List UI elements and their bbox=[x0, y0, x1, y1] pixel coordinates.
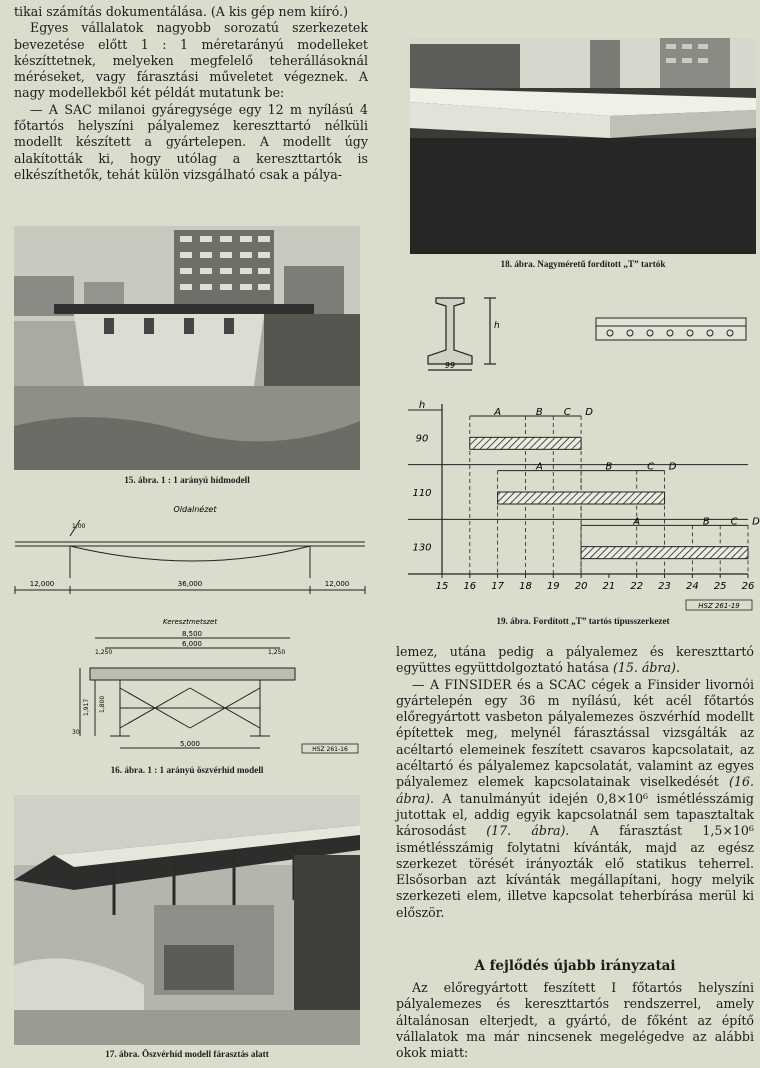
x-tick-label: 16 bbox=[463, 581, 477, 592]
fig19-chart bbox=[408, 400, 760, 592]
row-label: 110 bbox=[412, 488, 432, 499]
fig16-drawing bbox=[10, 498, 370, 760]
paragraph: tikai számítás dokumentálása. (A kis gép nem kiíró.) bbox=[14, 4, 349, 19]
fig19-caption: 19. ábra. Fordított „T” tartós típusszerkezet bbox=[496, 616, 670, 626]
paragraph: Egyes vállalatok nagyobb sorozatú szerkezetek bevezetése előtt 1 : 1 méretarányú modelleket készíttetnek, melyeken megfelelő teherállásoknál méréseket, vagy fárasztási műveletet végeznek. A nagy modellekből két példát mutatunk be: bbox=[14, 20, 368, 101]
fig16-elevation-title: Oldalnézet bbox=[173, 505, 217, 514]
x-tick-label: 20 bbox=[574, 581, 588, 592]
row-label: 90 bbox=[415, 433, 429, 445]
bar bbox=[498, 492, 665, 504]
fig17-caption: 17. ábra. Öszvérhíd modell fárasztás alatt bbox=[105, 1049, 269, 1059]
fig19-drawing bbox=[400, 288, 760, 613]
marker-label: A bbox=[633, 516, 641, 528]
paragraph: lemez, utána pedig a pályalemez és kereszttartó együttes együttdolgoztató hatása (15. ábra). bbox=[396, 644, 754, 676]
bar bbox=[581, 547, 748, 559]
fig16-h2: 1,917 bbox=[83, 698, 90, 716]
marker-label: B bbox=[605, 461, 613, 473]
x-tick-label: 22 bbox=[630, 581, 644, 592]
section-heading: A fejlődés újabb irányzatai bbox=[474, 958, 676, 974]
marker-label: C bbox=[563, 407, 571, 418]
fig19-h-label: h bbox=[494, 321, 500, 331]
fig15-caption: 15. ábra. 1 : 1 arányú hídmodell bbox=[124, 475, 250, 485]
x-tick-label: 24 bbox=[685, 581, 699, 592]
fig16-width-total: 8,500 bbox=[181, 630, 203, 638]
fig16-span-mid: 36,000 bbox=[177, 580, 203, 588]
left-column bbox=[14, 4, 368, 183]
fig16-depth: 1,00 bbox=[72, 523, 86, 530]
fig16-section-title: Keresztmetszet bbox=[162, 618, 218, 626]
fig16-caption: 16. ábra. 1 : 1 arányú öszvérhíd modell bbox=[110, 765, 264, 775]
right-text bbox=[396, 644, 754, 921]
x-tick-label: 25 bbox=[713, 581, 727, 592]
right-text-2 bbox=[396, 980, 754, 1061]
paragraph: — A SAC milanoi gyáregysége egy 12 m nyílású 4 főtartós helyszíni pályalemez kereszttartó nélküli modellt készített a gyártelepen. A modellt úgy alakították ki, hogy utólag a kereszttartók is elkészíthetők, tehát külön vizsgálható csak a pálya- bbox=[14, 101, 368, 182]
y-axis-label: h bbox=[418, 400, 426, 411]
x-tick-label: 19 bbox=[546, 581, 560, 592]
fig16-h3: 30 bbox=[72, 729, 80, 736]
fig16-bottom-width: 5,000 bbox=[179, 740, 201, 748]
marker-label: D bbox=[585, 407, 593, 418]
fig15-photo bbox=[14, 226, 360, 470]
fig16-cant-left: 1,250 bbox=[95, 649, 113, 656]
x-tick-label: 15 bbox=[435, 581, 449, 592]
marker-label: B bbox=[535, 407, 543, 418]
x-tick-label: 21 bbox=[602, 581, 616, 592]
marker-label: A bbox=[535, 461, 543, 473]
fig16-span-left: 12,000 bbox=[29, 580, 55, 588]
paragraph: — A FINSIDER és a SCAC cégek a Finsider livornói gyártelepén egy 36 m nyílású, két acél főtartós előregyártott vasbeton pályalemezes öszvérhíd modellt építettek meg, melynél fárasztással vizsgálták az acéltartó elemeinek feszített csavaros kapcsolatait, az acéltartó és pályalemez kapcsolatát, valamint az egyes pályalemez elemek kapcsolatainak viselkedését (16. ábra). A tanulmányút idején 0,8×10⁶ ismétlésszámig jutottak el, addig egyik kapcsolatnál sem tapasztaltak károsodást (17. ábra). A fárasztást 1,5×10⁶ ismétlésszámig folytatni kívánták, majd az egész szerkezet törését irányozták elő statikus teherrel. Elsősorban azt kívánták megállapítani, hogy melyik szerkezeti elem, illetve kapcsolat teherbírása merül ki először. bbox=[396, 676, 754, 920]
marker-label: D bbox=[752, 516, 760, 528]
marker-label: D bbox=[668, 461, 677, 473]
marker-label: C bbox=[730, 516, 738, 528]
marker-label: C bbox=[647, 461, 655, 473]
fig16-h1: 1,800 bbox=[99, 695, 106, 713]
fig16-ref: HSZ 261-16 bbox=[312, 746, 348, 753]
fig18-caption: 18. ábra. Nagyméretű fordított „T” tartók bbox=[500, 259, 666, 269]
x-tick-label: 17 bbox=[491, 581, 505, 592]
fig19-width-label: 99 bbox=[444, 361, 456, 370]
marker-label: B bbox=[702, 516, 710, 528]
fig17-photo bbox=[14, 795, 360, 1045]
fig18-photo bbox=[410, 38, 756, 254]
x-tick-label: 23 bbox=[658, 581, 671, 592]
fig16-span-right: 12,000 bbox=[324, 580, 350, 588]
row-label: 130 bbox=[412, 542, 432, 554]
paragraph: Az előregyártott feszített I főtartós helyszíni pályalemezes és kereszttartós rendszerrel, amely általánosan elterjedt, a gyártó, de főként az építő vállalatok ma már nincsenek megelégedve az alábbi okok miatt: bbox=[396, 980, 754, 1061]
fig16-cant-right: 1,250 bbox=[268, 649, 286, 656]
fig16-width-inner: 6,000 bbox=[181, 640, 203, 648]
bar bbox=[470, 437, 581, 449]
fig19-ref: HSZ 261-19 bbox=[698, 602, 740, 610]
x-tick-label: 26 bbox=[741, 581, 755, 592]
x-tick-label: 18 bbox=[519, 581, 532, 592]
marker-label: A bbox=[494, 407, 502, 418]
